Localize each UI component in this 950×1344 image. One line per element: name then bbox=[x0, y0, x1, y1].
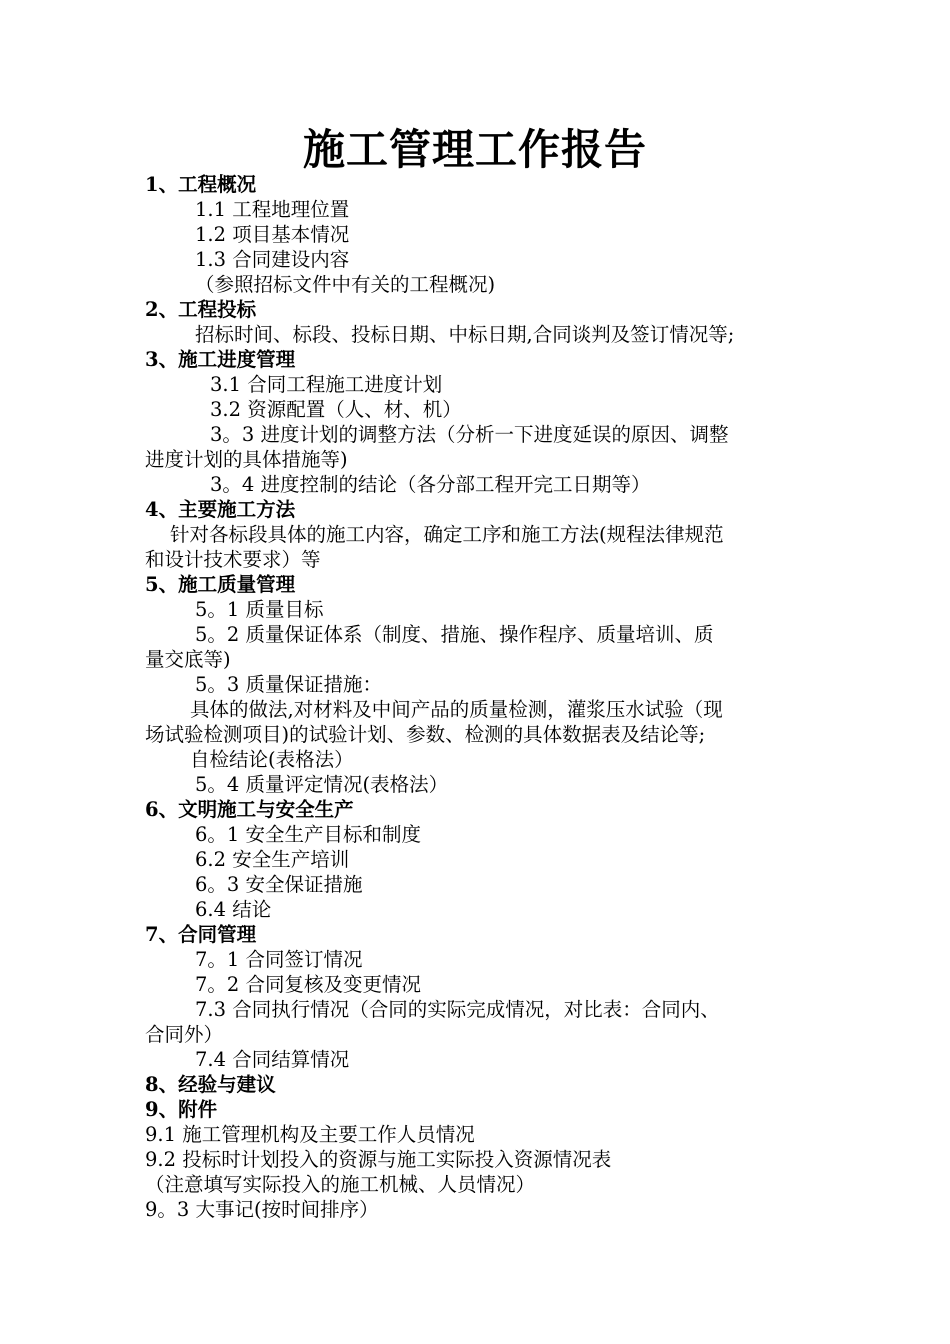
document-title: 施工管理工作报告 bbox=[302, 125, 647, 174]
paragraph-continuation: 场试验检测项目)的试验计划、参数、检测的具体数据表及结论等; bbox=[145, 723, 706, 746]
paragraph-continuation: 进度计划的具体措施等) bbox=[145, 448, 348, 471]
subsection-item: 6.2 安全生产培训 bbox=[195, 848, 350, 871]
subsection-item: 5。4 质量评定情况(表格法） bbox=[195, 773, 449, 796]
subsection-item: 3.2 资源配置（人、材、机） bbox=[210, 398, 462, 421]
paragraph-text: 招标时间、标段、投标日期、中标日期,合同谈判及签订情况等; bbox=[195, 323, 735, 346]
subsection-item: 5。3 质量保证措施： bbox=[195, 673, 383, 696]
appendix-item: 9.2 投标时计划投入的资源与施工实际投入资源情况表 bbox=[145, 1148, 612, 1171]
paragraph-text: 自检结论(表格法） bbox=[190, 748, 354, 771]
subsection-item: 5。2 质量保证体系（制度、措施、操作程序、质量培训、质 bbox=[195, 623, 714, 646]
section-heading: 5、施工质量管理 bbox=[145, 573, 296, 596]
paragraph-continuation: 量交底等) bbox=[145, 648, 231, 671]
subsection-item: 6.4 结论 bbox=[195, 898, 272, 921]
subsection-item: 3.1 合同工程施工进度计划 bbox=[210, 373, 443, 396]
subsection-item: 6。1 安全生产目标和制度 bbox=[195, 823, 422, 846]
document-body bbox=[145, 172, 810, 1222]
subsection-item: 1.1 工程地理位置 bbox=[195, 198, 350, 221]
paragraph-text: 具体的做法,对材料及中间产品的质量检测，灌浆压水试验（现 bbox=[190, 698, 723, 721]
paragraph-continuation: 合同外） bbox=[145, 1023, 224, 1046]
section-heading: 8、经验与建议 bbox=[145, 1073, 276, 1096]
subsection-item: 7。2 合同复核及变更情况 bbox=[195, 973, 422, 996]
section-heading: 6、文明施工与安全生产 bbox=[145, 798, 354, 821]
section-heading: 3、施工进度管理 bbox=[145, 348, 296, 371]
note-text: （参照招标文件中有关的工程概况) bbox=[195, 273, 496, 296]
subsection-item: 7.4 合同结算情况 bbox=[195, 1048, 350, 1071]
section-heading: 4、主要施工方法 bbox=[145, 498, 296, 521]
appendix-item: 9。3 大事记(按时间排序） bbox=[145, 1198, 379, 1221]
subsection-item: 5。1 质量目标 bbox=[195, 598, 324, 621]
appendix-item: 9.1 施工管理机构及主要工作人员情况 bbox=[145, 1123, 475, 1146]
subsection-item: 6。3 安全保证措施 bbox=[195, 873, 363, 896]
subsection-item: 7.3 合同执行情况（合同的实际完成情况，对比表：合同内、 bbox=[195, 998, 720, 1021]
subsection-item: 1.2 项目基本情况 bbox=[195, 223, 350, 246]
section-heading: 1、工程概况 bbox=[145, 173, 257, 196]
section-heading: 9、附件 bbox=[145, 1098, 218, 1121]
paragraph-continuation: 和设计技术要求）等 bbox=[145, 548, 321, 571]
paragraph-text: 针对各标段具体的施工内容，确定工序和施工方法(规程法律规范 bbox=[170, 523, 724, 546]
subsection-item: 7。1 合同签订情况 bbox=[195, 948, 363, 971]
subsection-item: 1.3 合同建设内容 bbox=[195, 248, 350, 271]
section-heading: 2、工程投标 bbox=[145, 298, 257, 321]
subsection-item: 3。4 进度控制的结论（各分部工程开完工日期等） bbox=[210, 473, 651, 496]
note-text: （注意填写实际投入的施工机械、人员情况） bbox=[145, 1173, 536, 1196]
section-heading: 7、合同管理 bbox=[145, 923, 257, 946]
subsection-item: 3。3 进度计划的调整方法（分析一下进度延误的原因、调整 bbox=[210, 423, 729, 446]
